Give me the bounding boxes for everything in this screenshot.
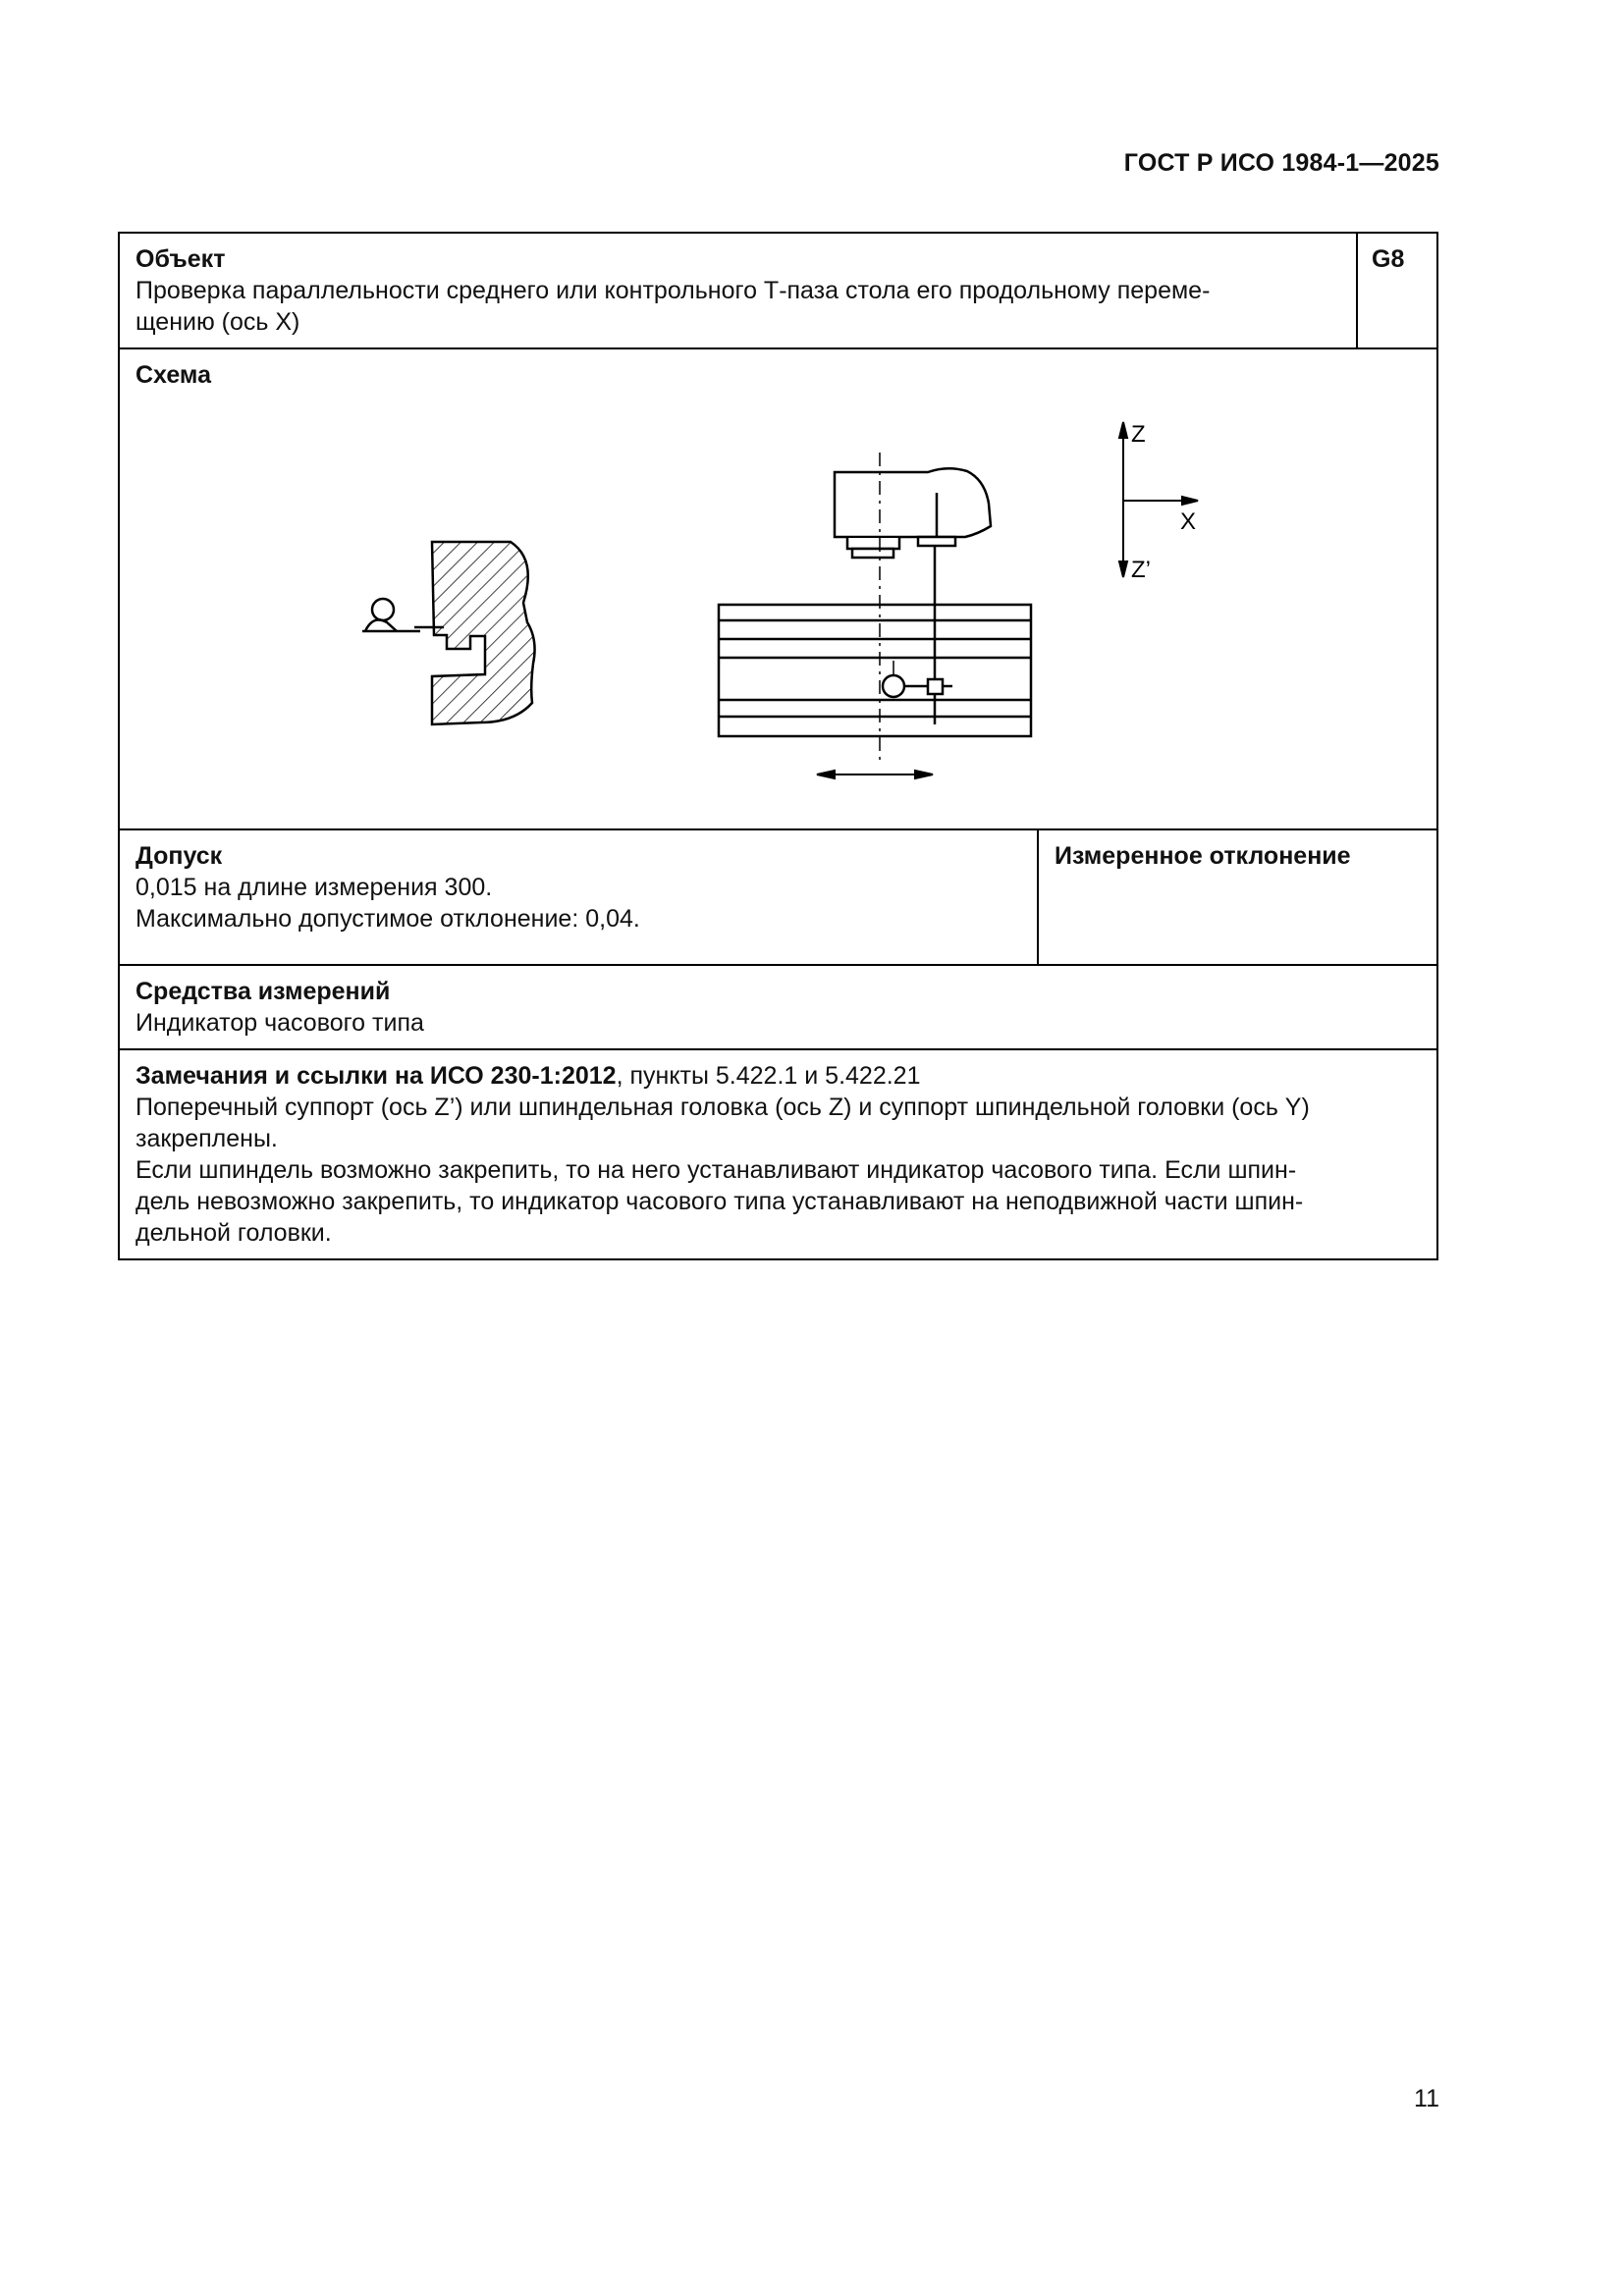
object-text-line2: щению (ось X) [135,308,300,336]
measured-deviation-heading: Измеренное отклонение [1055,842,1351,870]
axis-z-prime-label: Z’ [1131,557,1151,583]
movement-arrow [817,771,933,778]
machine-table [719,605,1031,736]
notes-cell [120,1050,1436,1258]
notes-line4: дель невозможно закрепить, то индикатор часового типа устанавливают на неподвижной части шпин- [135,1188,1304,1215]
tools-heading: Средства измерений [135,978,391,1005]
page-number: 11 [1414,2085,1439,2112]
object-cell [120,234,1358,347]
tolerance-heading: Допуск [135,842,223,870]
tolerance-line2: Максимально допустимое отклонение: 0,04. [135,905,640,933]
object-text-line1: Проверка параллельности среднего или контрольного Т-паза стола его продольному переме- [135,277,1211,304]
tools-cell [120,966,1436,1048]
notes-line3: Если шпиндель возможно закрепить, то на него устанавливают индикатор часового типа. Если шпин- [135,1156,1297,1184]
test-card [118,232,1438,1260]
notes-heading-suffix: , пункты 5.422.1 и 5.422.21 [616,1062,921,1090]
scheme-row [120,349,1436,830]
notes-line1: Поперечный суппорт (ось Z’) или шпиндельная головка (ось Z) и суппорт шпиндельной головки (ось Y) [135,1094,1310,1121]
notes-line5: дельной головки. [135,1219,332,1247]
tools-text: Индикатор часового типа [135,1009,424,1037]
scheme-drawing [120,349,1436,827]
dial-indicator-center [883,546,952,724]
axis-z-label: Z [1131,421,1146,448]
axis-x-label: X [1180,508,1197,535]
test-code: G8 [1372,245,1405,273]
notes-line2: закреплены. [135,1125,278,1152]
object-heading: Объект [135,245,226,273]
dial-indicator-left [362,599,444,631]
t-slot-section [432,542,535,724]
document-id: ГОСТ Р ИСО 1984-1—2025 [1123,149,1439,177]
object-row [120,234,1436,349]
tolerance-row [120,830,1436,966]
notes-row [120,1050,1436,1258]
tolerance-cell [120,830,1039,964]
notes-heading-line [135,1060,1421,1092]
notes-heading: Замечания и ссылки на ИСО 230-1:2012 [135,1062,617,1090]
tools-row [120,966,1436,1050]
tolerance-line1: 0,015 на длине измерения 300. [135,874,493,901]
scheme-heading: Схема [135,361,211,389]
